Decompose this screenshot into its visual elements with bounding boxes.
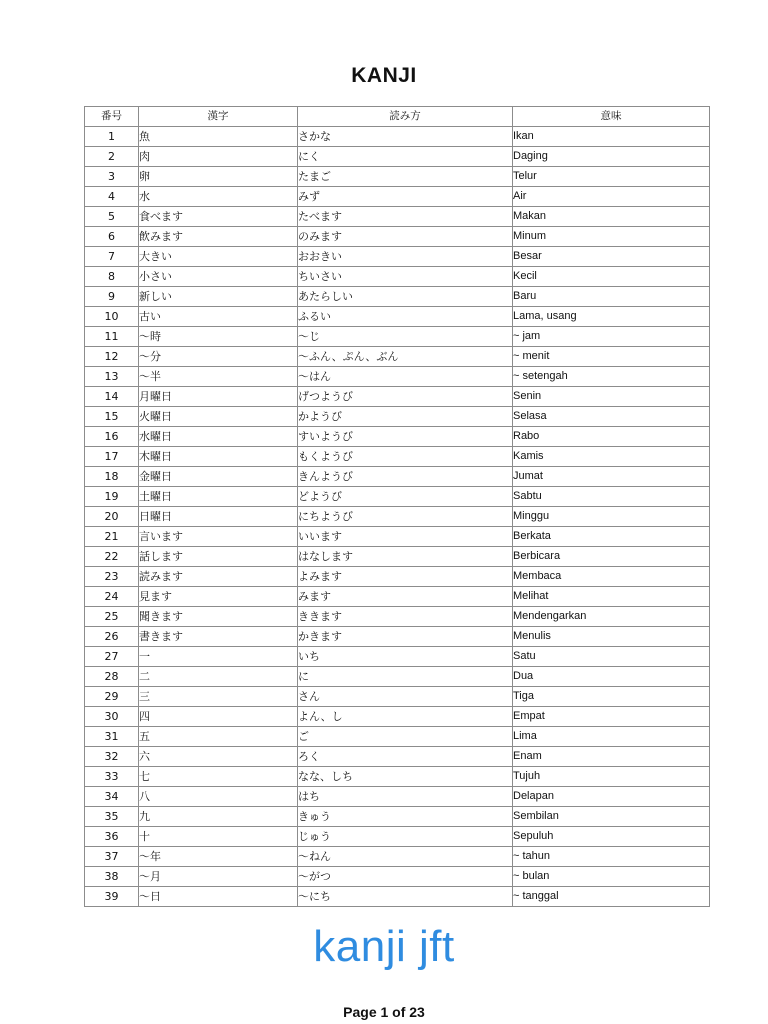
row-kanji: 小さい	[139, 267, 298, 287]
row-meaning: Delapan	[513, 787, 710, 807]
table-row	[85, 647, 710, 667]
row-number: 22	[85, 547, 139, 567]
row-kanji: 飲みます	[139, 227, 298, 247]
row-number: 26	[85, 627, 139, 647]
table-row	[85, 607, 710, 627]
table-header-row	[85, 107, 710, 127]
row-reading: げつようび	[298, 387, 513, 407]
row-reading: にく	[298, 147, 513, 167]
row-reading: みます	[298, 587, 513, 607]
table-row	[85, 307, 710, 327]
row-reading: いいます	[298, 527, 513, 547]
row-number: 13	[85, 367, 139, 387]
table-row	[85, 287, 710, 307]
row-meaning: ~ setengah	[513, 367, 710, 387]
row-meaning: Tujuh	[513, 767, 710, 787]
header-meaning: 意味	[513, 107, 710, 127]
table-row	[85, 667, 710, 687]
row-number: 7	[85, 247, 139, 267]
row-number: 1	[85, 127, 139, 147]
row-meaning: Mendengarkan	[513, 607, 710, 627]
row-number: 37	[85, 847, 139, 867]
table-body	[85, 127, 710, 907]
row-number: 23	[85, 567, 139, 587]
row-reading: さん	[298, 687, 513, 707]
row-number: 35	[85, 807, 139, 827]
row-kanji: ～月	[139, 867, 298, 887]
row-kanji: ～年	[139, 847, 298, 867]
table-row	[85, 267, 710, 287]
table-row	[85, 407, 710, 427]
row-reading: ちいさい	[298, 267, 513, 287]
row-reading: ～はん	[298, 367, 513, 387]
table-row	[85, 687, 710, 707]
row-reading: すいようび	[298, 427, 513, 447]
row-meaning: Lima	[513, 727, 710, 747]
row-reading: ～じ	[298, 327, 513, 347]
row-meaning: Sembilan	[513, 807, 710, 827]
row-kanji: 土曜日	[139, 487, 298, 507]
row-meaning: Baru	[513, 287, 710, 307]
row-reading: きゅう	[298, 807, 513, 827]
row-number: 33	[85, 767, 139, 787]
row-number: 29	[85, 687, 139, 707]
row-reading: ～にち	[298, 887, 513, 907]
row-number: 15	[85, 407, 139, 427]
row-number: 27	[85, 647, 139, 667]
row-kanji: 魚	[139, 127, 298, 147]
row-reading: かきます	[298, 627, 513, 647]
row-kanji: 七	[139, 767, 298, 787]
row-number: 9	[85, 287, 139, 307]
row-kanji: 話します	[139, 547, 298, 567]
row-kanji: 五	[139, 727, 298, 747]
row-number: 2	[85, 147, 139, 167]
row-kanji: 大きい	[139, 247, 298, 267]
table-row	[85, 167, 710, 187]
row-number: 36	[85, 827, 139, 847]
row-kanji: 八	[139, 787, 298, 807]
row-meaning: Satu	[513, 647, 710, 667]
row-number: 28	[85, 667, 139, 687]
row-kanji: 聞きます	[139, 607, 298, 627]
row-number: 20	[85, 507, 139, 527]
table-row	[85, 527, 710, 547]
page-footer: Page 1 of 23	[343, 1004, 425, 1020]
table-row	[85, 247, 710, 267]
row-reading: ～がつ	[298, 867, 513, 887]
row-kanji: 日曜日	[139, 507, 298, 527]
row-meaning: Kecil	[513, 267, 710, 287]
table-row	[85, 427, 710, 447]
row-reading: あたらしい	[298, 287, 513, 307]
table-row	[85, 447, 710, 467]
row-meaning: ~ menit	[513, 347, 710, 367]
row-kanji: ～分	[139, 347, 298, 367]
row-number: 12	[85, 347, 139, 367]
row-kanji: 言います	[139, 527, 298, 547]
table-row	[85, 487, 710, 507]
row-number: 5	[85, 207, 139, 227]
table-row	[85, 127, 710, 147]
table-row	[85, 347, 710, 367]
row-meaning: Kamis	[513, 447, 710, 467]
row-number: 8	[85, 267, 139, 287]
page-title: KANJI	[351, 64, 417, 87]
header-kanji: 漢字	[139, 107, 298, 127]
row-meaning: Rabo	[513, 427, 710, 447]
row-kanji: ～時	[139, 327, 298, 347]
row-number: 18	[85, 467, 139, 487]
table-row	[85, 567, 710, 587]
row-number: 21	[85, 527, 139, 547]
header-number: 番号	[85, 107, 139, 127]
row-meaning: Berkata	[513, 527, 710, 547]
row-reading: かようび	[298, 407, 513, 427]
row-meaning: ~ jam	[513, 327, 710, 347]
row-meaning: Membaca	[513, 567, 710, 587]
table-row	[85, 467, 710, 487]
table-row	[85, 187, 710, 207]
row-reading: どようび	[298, 487, 513, 507]
table-row	[85, 147, 710, 167]
row-meaning: Air	[513, 187, 710, 207]
row-kanji: 六	[139, 747, 298, 767]
row-meaning: Dua	[513, 667, 710, 687]
table-row	[85, 387, 710, 407]
row-reading: なな、しち	[298, 767, 513, 787]
row-number: 16	[85, 427, 139, 447]
row-meaning: ~ bulan	[513, 867, 710, 887]
row-meaning: Sabtu	[513, 487, 710, 507]
row-kanji: 卵	[139, 167, 298, 187]
table-row	[85, 367, 710, 387]
vocabulary-table	[84, 106, 710, 907]
row-kanji: 肉	[139, 147, 298, 167]
table-row	[85, 827, 710, 847]
row-reading: よみます	[298, 567, 513, 587]
row-kanji: 見ます	[139, 587, 298, 607]
row-meaning: ~ tahun	[513, 847, 710, 867]
row-reading: おおきい	[298, 247, 513, 267]
row-meaning: Senin	[513, 387, 710, 407]
row-meaning: ~ tanggal	[513, 887, 710, 907]
row-reading: ききます	[298, 607, 513, 627]
row-reading: に	[298, 667, 513, 687]
row-kanji: ～半	[139, 367, 298, 387]
table-row	[85, 327, 710, 347]
row-kanji: 一	[139, 647, 298, 667]
row-reading: よん、し	[298, 707, 513, 727]
row-number: 4	[85, 187, 139, 207]
table-row	[85, 627, 710, 647]
row-meaning: Makan	[513, 207, 710, 227]
row-kanji: 四	[139, 707, 298, 727]
table-row	[85, 767, 710, 787]
row-kanji: 水	[139, 187, 298, 207]
row-meaning: Sepuluh	[513, 827, 710, 847]
row-reading: にちようび	[298, 507, 513, 527]
row-number: 38	[85, 867, 139, 887]
row-number: 34	[85, 787, 139, 807]
row-reading: のみます	[298, 227, 513, 247]
row-kanji: 水曜日	[139, 427, 298, 447]
row-meaning: Besar	[513, 247, 710, 267]
table-row	[85, 887, 710, 907]
row-number: 6	[85, 227, 139, 247]
row-reading: きんようび	[298, 467, 513, 487]
row-reading: ご	[298, 727, 513, 747]
row-number: 19	[85, 487, 139, 507]
row-number: 14	[85, 387, 139, 407]
row-number: 25	[85, 607, 139, 627]
row-reading: たべます	[298, 207, 513, 227]
row-reading: ～ふん、ぷん、ぶん	[298, 347, 513, 367]
table-row	[85, 587, 710, 607]
row-number: 32	[85, 747, 139, 767]
row-number: 24	[85, 587, 139, 607]
row-meaning: Menulis	[513, 627, 710, 647]
row-reading: ふるい	[298, 307, 513, 327]
row-meaning: Minum	[513, 227, 710, 247]
row-kanji: 古い	[139, 307, 298, 327]
table-row	[85, 787, 710, 807]
row-kanji: 金曜日	[139, 467, 298, 487]
row-reading: ～ねん	[298, 847, 513, 867]
row-meaning: Telur	[513, 167, 710, 187]
row-meaning: Jumat	[513, 467, 710, 487]
row-number: 39	[85, 887, 139, 907]
row-reading: じゅう	[298, 827, 513, 847]
row-meaning: Minggu	[513, 507, 710, 527]
table-row	[85, 507, 710, 527]
row-number: 31	[85, 727, 139, 747]
row-kanji: 月曜日	[139, 387, 298, 407]
row-kanji: 食べます	[139, 207, 298, 227]
table-row	[85, 747, 710, 767]
row-reading: みず	[298, 187, 513, 207]
row-meaning: Enam	[513, 747, 710, 767]
table-row	[85, 807, 710, 827]
row-number: 11	[85, 327, 139, 347]
row-number: 10	[85, 307, 139, 327]
row-meaning: Selasa	[513, 407, 710, 427]
row-kanji: 二	[139, 667, 298, 687]
row-number: 3	[85, 167, 139, 187]
row-kanji: 木曜日	[139, 447, 298, 467]
row-meaning: Ikan	[513, 127, 710, 147]
row-meaning: Empat	[513, 707, 710, 727]
row-meaning: Tiga	[513, 687, 710, 707]
row-reading: いち	[298, 647, 513, 667]
row-reading: たまご	[298, 167, 513, 187]
row-reading: はなします	[298, 547, 513, 567]
row-number: 17	[85, 447, 139, 467]
table-row	[85, 847, 710, 867]
table-row	[85, 727, 710, 747]
row-meaning: Lama, usang	[513, 307, 710, 327]
row-kanji: 新しい	[139, 287, 298, 307]
row-meaning: Berbicara	[513, 547, 710, 567]
row-meaning: Melihat	[513, 587, 710, 607]
row-reading: さかな	[298, 127, 513, 147]
header-reading: 読み方	[298, 107, 513, 127]
watermark-text: kanji jft	[313, 922, 455, 971]
table-row	[85, 707, 710, 727]
row-meaning: Daging	[513, 147, 710, 167]
row-number: 30	[85, 707, 139, 727]
row-reading: もくようび	[298, 447, 513, 467]
table-row	[85, 207, 710, 227]
table-row	[85, 867, 710, 887]
row-reading: ろく	[298, 747, 513, 767]
row-reading: はち	[298, 787, 513, 807]
row-kanji: 書きます	[139, 627, 298, 647]
row-kanji: ～日	[139, 887, 298, 907]
row-kanji: 九	[139, 807, 298, 827]
table-row	[85, 227, 710, 247]
row-kanji: 十	[139, 827, 298, 847]
row-kanji: 三	[139, 687, 298, 707]
row-kanji: 読みます	[139, 567, 298, 587]
row-kanji: 火曜日	[139, 407, 298, 427]
table-row	[85, 547, 710, 567]
